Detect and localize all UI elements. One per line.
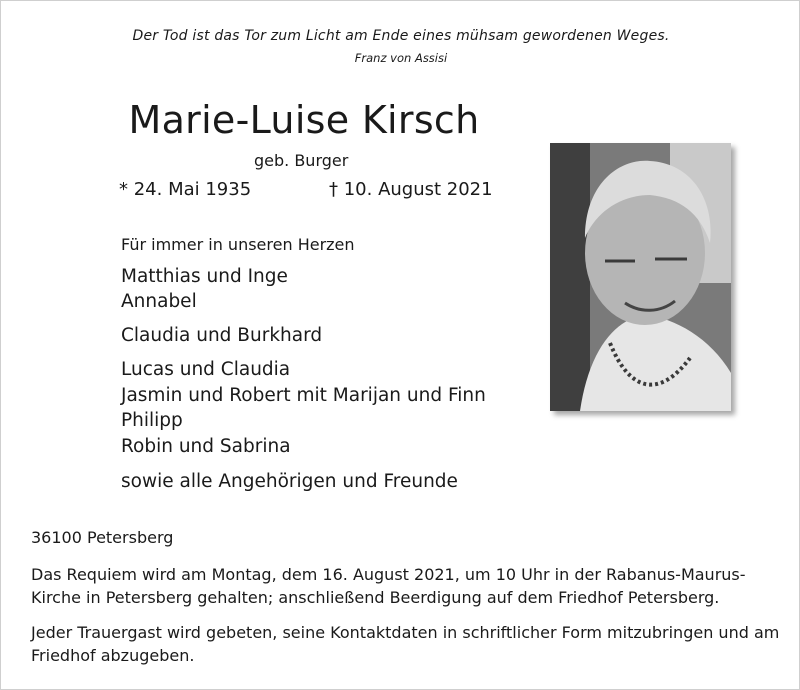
birth-date: * 24. Mai 1935 — [119, 179, 252, 200]
mourners-intro: Für immer in unseren Herzen — [121, 235, 355, 254]
mourner-line: Lucas und Claudia — [121, 359, 291, 380]
portrait-photo — [550, 143, 731, 411]
requiem-info: Das Requiem wird am Montag, dem 16. August 2021, um 10 Uhr in der Rabanus-Maurus-Kirche in Petersberg gehalten; anschließend Beerdigung auf dem Friedhof Petersberg. — [31, 565, 746, 607]
portrait-icon — [550, 143, 731, 411]
city: 36100 Petersberg — [31, 528, 174, 547]
mourner-line: Claudia und Burkhard — [121, 325, 323, 346]
mourner-line: Jasmin und Robert mit Marijan und Finn — [121, 385, 486, 406]
mourner-line: Robin und Sabrina — [121, 436, 291, 457]
guest-notice: Jeder Trauergast wird gebeten, seine Kontaktdaten in schriftlicher Form mitzubringen und am Friedhof abzugeben. — [31, 623, 780, 665]
mourner-line: Philipp — [121, 410, 183, 431]
quote-author: Franz von Assisi — [354, 51, 448, 65]
mourner-line: Matthias und Inge — [121, 266, 288, 287]
deceased-name: Marie-Luise Kirsch — [128, 98, 480, 142]
mourner-line: sowie alle Angehörigen und Freunde — [121, 471, 458, 492]
mourner-line: Annabel — [121, 291, 197, 312]
death-date: † 10. August 2021 — [329, 179, 493, 200]
maiden-name: geb. Burger — [254, 151, 349, 170]
quote-text: Der Tod ist das Tor zum Licht am Ende eines mühsam gewordenen Weges. — [132, 28, 670, 44]
